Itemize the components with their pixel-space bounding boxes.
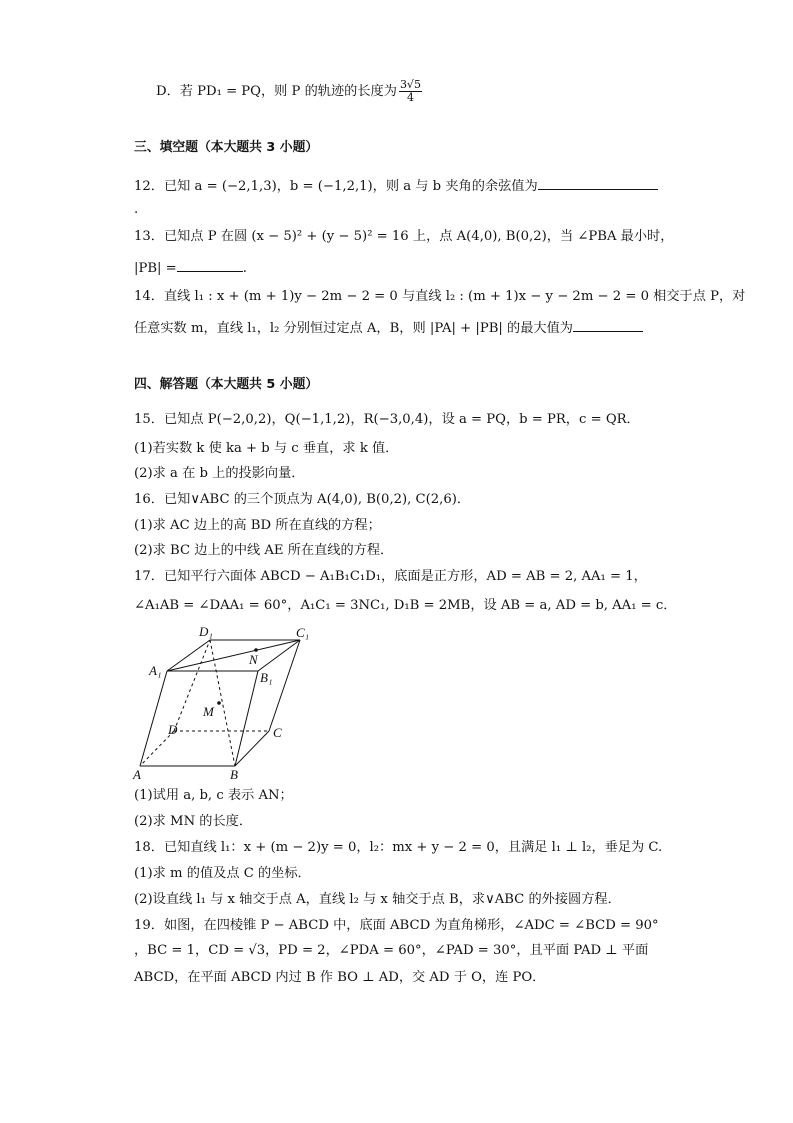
label-a: A (133, 767, 141, 782)
q16-part-1: (1)求 AC 边上的高 BD 所在直线的方程； (134, 518, 381, 533)
q15-part-2: (2)求 a 在 b 上的投影向量． (134, 466, 305, 481)
q16-stem: 16．已知∨ABC 的三个顶点为 A(4,0), B(0,2), C(2,6)． (134, 492, 471, 507)
q14-answer-blank[interactable] (573, 317, 643, 332)
q12-answer-blank[interactable] (538, 175, 658, 190)
q16-part-2: (2)求 BC 边上的中线 AE 所在直线的方程． (134, 543, 394, 558)
q18-part-1: (1)求 m 的值及点 C 的坐标． (134, 866, 311, 881)
option-d-fraction (399, 79, 422, 104)
q19-line-2: ，BC = 1，CD = √3，PD = 2，∠PDA = 60°，∠PAD = 30°，且平面 PAD ⊥ 平面 (134, 943, 649, 958)
label-c: C (273, 725, 282, 740)
fraction-denominator: 4 (406, 91, 414, 104)
q14-line-2 (134, 317, 643, 338)
q17-part-2: (2)求 MN 的长度． (134, 814, 253, 829)
q18-stem: 18．已知直线 l₁：x + (m − 2)y = 0，l₂：mx + y − 2 = 0，且满足 l₁ ⊥ l₂，垂足为 C. (134, 840, 663, 855)
section-3-heading: 三、填空题（本大题共 3 小题） (134, 140, 319, 155)
q17-stem-1: 17．已知平行六面体 ABCD − A₁B₁C₁D₁，底面是正方形，AD = AB = 2, AA₁ = 1， (134, 569, 647, 584)
q12-line-1 (134, 175, 658, 196)
label-c1: C₁ (296, 625, 310, 640)
q15-part-1: (1)若实数 k 使 ka + b 与 c 垂直，求 k 值． (134, 441, 399, 456)
q17-stem-2: ∠A₁AB = ∠DAA₁ = 60°，A₁C₁ = 3NC₁, D₁B = 2MB，设 AB = a, AD = b, AA₁ = c． (134, 598, 677, 613)
q13-period: . (242, 261, 247, 276)
fraction-numerator: 3√5 (399, 78, 421, 91)
label-b1: B₁ (260, 670, 273, 685)
section-4-heading: 四、解答题（本大题共 5 小题） (134, 377, 319, 392)
q13-line-1: 13．已知点 P 在圆 (x − 5)² + (y − 5)² = 16 上，点 A(4,0), B(0,2)，当 ∠PBA 最小时， (134, 229, 674, 244)
q13-pb-label: |PB| = (134, 261, 177, 276)
label-b: B (230, 767, 238, 782)
q15-stem: 15．已知点 P(−2,0,2)，Q(−1,1,2)，R(−3,0,4)，设 a = PQ，b = PR，c = QR． (134, 412, 640, 427)
q12-text: 12．已知 a = (−2,1,3)，b = (−1,2,1)，则 a 与 b 夹角的余弦值为 (134, 179, 538, 194)
label-d: D (168, 722, 178, 737)
q14-text: 任意实数 m，直线 l₁，l₂ 分别恒过定点 A，B，则 |PA| + |PB| 的最大值为 (134, 321, 573, 336)
option-d (156, 79, 422, 104)
label-a1: A₁ (149, 663, 162, 678)
q13-line-2 (134, 257, 247, 278)
q14-line-1: 14．直线 l₁ : x + (m + 1)y − 2m − 2 = 0 与直线 l₂ : (m + 1)x − y − 2m − 2 = 0 相交于点 P，对 (134, 289, 746, 304)
label-n: N (249, 652, 258, 667)
q19-line-3: ABCD，在平面 ABCD 内过 B 作 BO ⊥ AD，交 AD 于 O，连 PO． (134, 970, 546, 985)
q12-line-2: . (134, 202, 139, 217)
q19-line-1: 19．如图，在四棱锥 P − ABCD 中，底面 ABCD 为直角梯形，∠ADC = ∠BCD = 90° (134, 918, 659, 933)
label-d1: D₁ (199, 624, 213, 639)
option-d-text: D．若 PD₁ = PQ，则 P 的轨迹的长度为 (156, 84, 397, 99)
parallelepiped-figure (128, 618, 328, 786)
label-m: M (203, 704, 214, 719)
q17-part-1: (1)试用 a, b, c 表示 AN； (134, 788, 293, 803)
q18-part-2: (2)设直线 l₁ 与 x 轴交于点 A，直线 l₂ 与 x 轴交于点 B，求∨ABC 的外接圆方程． (134, 892, 621, 907)
point-m (217, 701, 221, 705)
q13-answer-blank[interactable] (177, 257, 243, 272)
